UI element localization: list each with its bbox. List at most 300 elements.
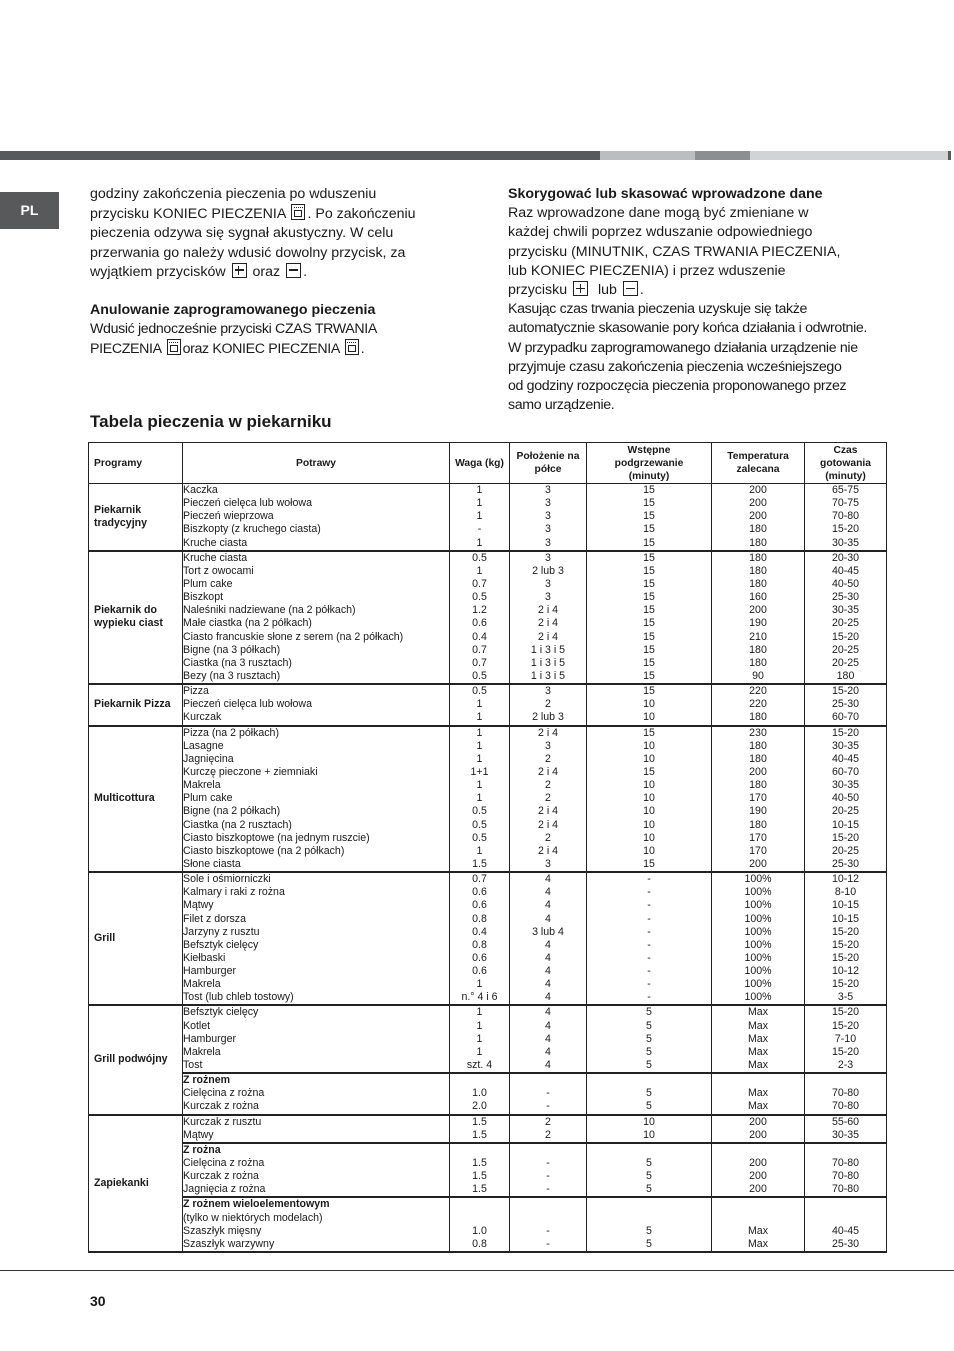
time-value: 15-20 [831,1006,860,1019]
time-value: 30-35 [831,1128,860,1141]
time-value: 180 [836,669,855,682]
temperature-value: 200 [749,857,767,870]
weight-value: 0.6 [472,886,487,899]
shelf-cell [510,726,587,873]
program-name: Piekarnik Pizza [89,684,183,725]
temperature-value: 180 [749,779,767,792]
time-value: 10-12 [831,873,860,886]
dish-value: Bigne (na 2 półkach) [183,805,281,818]
dish-value: Cielęcina z rożna [183,1157,265,1170]
dish-value: Słone ciasta [183,857,241,870]
time-value [805,1198,886,1211]
dish-value: Kiełbaski [183,951,226,964]
weight-value: 1 [476,1032,483,1045]
shelf-value: 2 i 4 [537,818,559,831]
time-value: 70-80 [831,510,860,523]
weight-cell [450,726,510,873]
time-cell [805,1115,887,1143]
dish-value: Tort z owocami [183,564,254,577]
time-value [805,1144,886,1157]
dish-value: Szaszłyk warzywny [183,1237,275,1250]
temperature-value: 220 [749,698,767,711]
time-cell [805,872,887,1005]
dish-value: Kurczak z rożna [183,1170,259,1183]
dish-value: Plum cake [183,577,233,590]
dish-value: Mątwy [183,1128,214,1141]
temperature-value: 180 [749,656,767,669]
preheat-value: 10 [643,1128,655,1141]
shelf-value: 3 [545,857,551,870]
shelf-value: 3 [545,577,551,590]
preheat-value: 5 [646,1224,652,1237]
dish-value: Plum cake [183,792,233,805]
dish-cell [183,1005,450,1073]
shelf-value: 4 [545,1006,551,1019]
program-name: Multicottura [89,726,183,873]
shelf-value: 4 [545,1019,551,1032]
preheat-value: - [647,899,651,912]
temperature-value: 100% [744,978,772,991]
dish-value: Kurczę pieczone + ziemniaki [183,765,318,778]
preheat-cell [587,1197,712,1252]
weight-cell [450,1115,510,1143]
preheat-value: 5 [646,1183,652,1196]
top-color-bar [0,151,954,160]
dish-value: Ciastka (na 3 rusztach) [183,656,292,669]
weight-cell [450,1005,510,1073]
shelf-value: 2 [545,1128,551,1141]
dish-value: Z rożna [183,1143,221,1156]
shelf-cell [510,1115,587,1143]
dish-cell [183,872,450,1005]
preheat-value: 10 [643,818,655,831]
time-value: 20-25 [831,805,860,818]
plus-icon-2 [573,281,588,296]
preheat-value: 10 [643,831,655,844]
preheat-value: 15 [643,765,655,778]
minus-icon-2 [623,281,638,296]
shelf-value: - [546,1170,550,1183]
time-cell [805,1143,887,1198]
preheat-value: 15 [643,523,655,536]
dish-value: Befsztyk cielęcy [183,1006,259,1019]
shelf-value: 3 [545,551,551,564]
temperature-value: 200 [749,484,767,496]
dish-cell [183,1073,450,1114]
weight-cell [450,484,510,551]
weight-value: 0.8 [472,938,487,951]
weight-value: 1.5 [472,857,487,870]
time-value: 15-20 [831,925,860,938]
temperature-value: 180 [749,564,767,577]
time-value: 10-15 [831,912,860,925]
temperature-cell [712,1197,805,1252]
dish-value: Szaszłyk mięsny [183,1224,262,1237]
shelf-value: 4 [545,873,551,886]
weight-value: 1 [476,1045,483,1058]
weight-value: 1.0 [472,1087,487,1100]
preheat-value: 15 [643,630,655,643]
preheat-value: 5 [646,1059,652,1072]
time-value: 2-3 [837,1059,854,1072]
dish-value: Małe ciastka (na 2 półkach) [183,617,312,630]
temperature-value [712,1212,804,1225]
temperature-value: 100% [744,899,772,912]
dish-value: Z rożnem [183,1074,231,1087]
program-name: Piekarnik do wypieku ciast [89,551,183,684]
preheat-value: 5 [646,1087,652,1100]
temperature-value: 230 [749,726,767,739]
weight-cell [450,872,510,1005]
shelf-cell [510,1073,587,1114]
header-temp: Temperatura zalecana [712,443,805,484]
time-value: 30-35 [831,739,860,752]
table-row [89,484,887,551]
dish-value: Naleśniki nadziewane (na 2 półkach) [183,604,356,617]
dish-value: Jagnięcia z rożna [183,1183,266,1196]
time-value: 40-45 [831,1224,860,1237]
preheat-value: 10 [643,792,655,805]
shelf-value: 4 [545,978,551,991]
time-value: 15-20 [831,523,860,536]
shelf-value: 4 [545,1032,551,1045]
temperature-value: 200 [749,1183,767,1196]
time-cell [805,684,887,725]
table-row [89,1197,887,1252]
dish-value: Ciasto biszkoptowe (na jednym ruszcie) [183,831,370,844]
dish-value: Kurczak z rożna [183,1100,259,1113]
weight-value: 1.5 [472,1170,487,1183]
program-name: Piekarnik tradycyjny [89,484,183,551]
shelf-cell [510,484,587,551]
dish-value: Filet z dorsza [183,912,246,925]
dish-value: Mątwy [183,899,214,912]
cancel-heading: Anulowanie zaprogramowanego pieczenia [90,302,376,319]
shelf-value: - [546,1237,550,1250]
preheat-cell [587,1115,712,1143]
temperature-value: Max [747,1059,768,1072]
preheat-value: 15 [643,857,655,870]
shelf-value: 2 lub 3 [532,564,564,577]
dish-value: Jagnięcina [183,752,234,765]
weight-value: 1.5 [472,1183,487,1196]
weight-value: 1.5 [472,1128,487,1141]
preheat-value: 5 [646,1045,652,1058]
dish-value: Pieczeń cielęca lub wołowa [183,698,312,711]
shelf-value: 1 i 3 i 5 [530,669,566,682]
weight-value: 1 [476,711,483,724]
preheat-cell [587,1073,712,1114]
dish-value: Makrela [183,978,221,991]
temperature-value: 170 [749,831,767,844]
weight-value: 1 [476,1019,483,1032]
weight-value: 1+1 [470,765,489,778]
shelf-value: 4 [545,991,551,1004]
dish-value: Pizza (na 2 półkach) [183,726,279,739]
shelf-value: - [546,1087,550,1100]
preheat-value: - [647,873,651,886]
temperature-value: 180 [749,551,767,564]
weight-value: 0.7 [472,643,487,656]
shelf-value: 4 [545,912,551,925]
preheat-value [587,1144,711,1157]
temperature-value: 100% [744,965,772,978]
table-row [89,1073,887,1114]
weight-value: 0.8 [472,1237,487,1250]
preheat-value: 15 [643,551,655,564]
weight-value: 1 [476,564,483,577]
preheat-value: - [647,938,651,951]
temperature-cell [712,1073,805,1114]
shelf-value [510,1212,586,1225]
weight-value: - [477,523,482,536]
header-preheat: Wstępne podgrzewanie (minuty) [587,443,712,484]
temperature-value: 170 [749,844,767,857]
temperature-value: 100% [744,886,772,899]
table-row [89,1143,887,1198]
preheat-value: 15 [643,564,655,577]
shelf-value [510,1198,586,1211]
time-value: 15-20 [831,831,860,844]
dish-value: Ciasto francuskie słone z serem (na 2 półkach) [183,630,404,643]
time-cell [805,1005,887,1073]
weight-value: 1.5 [472,1157,487,1170]
weight-value: 1 [476,726,483,739]
temperature-value [712,1198,804,1211]
correct-heading: Skorygować lub skasować wprowadzone dane [508,186,823,202]
weight-value: 0.8 [472,912,487,925]
temperature-value: 170 [749,792,767,805]
preheat-value: 10 [643,739,655,752]
temperature-cell [712,1005,805,1073]
minus-icon [286,263,301,278]
preheat-value: 15 [643,669,655,682]
time-value: 20-25 [831,617,860,630]
dish-value: Befsztyk cielęcy [183,938,259,951]
dish-value: Kaczka [183,484,218,496]
preheat-value: 5 [646,1100,652,1113]
dish-value: Kotlet [183,1019,211,1032]
preheat-value: 5 [646,1019,652,1032]
preheat-value: 15 [643,484,655,496]
left-column-text [90,185,451,360]
dish-value: Lasagne [183,739,224,752]
time-value: 8-10 [834,886,857,899]
preheat-value: - [647,925,651,938]
time-value: 15-20 [831,938,860,951]
preheat-value: 10 [643,1115,655,1128]
shelf-value: 2 [545,698,551,711]
shelf-value: 1 i 3 i 5 [530,656,566,669]
shelf-value: 2 lub 3 [532,711,564,724]
language-tab: PL [0,192,59,229]
preheat-value: 15 [643,685,655,698]
weight-value: 0.5 [472,818,487,831]
weight-value: 0.6 [472,899,487,912]
preheat-value: - [647,886,651,899]
dish-cell [183,1143,450,1198]
table-row [89,726,887,873]
temperature-cell [712,684,805,725]
weight-value [450,1144,509,1157]
preheat-value: 5 [646,1157,652,1170]
weight-value: 0.5 [472,831,487,844]
shelf-value: 2 i 4 [537,617,559,630]
temperature-value: 200 [749,604,767,617]
temperature-value: 200 [749,1128,767,1141]
footer-divider [0,1270,954,1271]
shelf-value: 3 [545,536,551,549]
time-value: 65-75 [831,484,860,496]
time-value: 15-20 [831,685,860,698]
weight-value: 1 [476,510,483,523]
preheat-value: - [647,965,651,978]
temperature-value: Max [747,1032,768,1045]
preheat-value: 15 [643,604,655,617]
shelf-value: 4 [545,886,551,899]
time-value: 55-60 [831,1115,860,1128]
program-name: Zapiekanki [89,1115,183,1252]
shelf-value: 4 [545,1059,551,1072]
temperature-value: Max [747,1006,768,1019]
shelf-value: 1 i 3 i 5 [530,643,566,656]
shelf-value: 2 [545,1115,551,1128]
page-number: 30 [90,1293,106,1309]
weight-value: 1 [476,484,483,496]
preheat-value: 5 [646,1006,652,1019]
shelf-value: 3 [545,685,551,698]
weight-value [450,1198,509,1211]
shelf-value: - [546,1183,550,1196]
header-dishes: Potrawy [183,443,450,484]
preheat-value: 5 [646,1170,652,1183]
dish-cell [183,1197,450,1252]
weight-value: 0.5 [472,591,487,604]
temperature-value: Max [747,1019,768,1032]
time-value: 30-35 [831,604,860,617]
weight-value: 0.5 [472,685,487,698]
weight-value: 0.5 [472,669,487,682]
time-value: 10-15 [831,818,860,831]
shelf-value: 2 [545,792,551,805]
time-cell [805,1197,887,1252]
preheat-value: 15 [643,726,655,739]
time-value: 20-25 [831,643,860,656]
shelf-value: 2 [545,779,551,792]
time-value [805,1074,886,1087]
shelf-value: - [546,1224,550,1237]
dish-cell [183,684,450,725]
weight-value: 0.5 [472,805,487,818]
weight-value: 1 [476,978,483,991]
dish-value: Cielęcina z rożna [183,1087,265,1100]
dish-value: Kalmary i raki z rożna [183,886,285,899]
weight-value: 1 [476,1006,483,1019]
temperature-value: 200 [749,1115,767,1128]
weight-value: 1 [476,497,483,510]
preheat-cell [587,872,712,1005]
weight-value: 1 [476,844,483,857]
weight-value: szt. 4 [466,1059,493,1072]
dish-value: Jarzyny z rusztu [183,925,260,938]
temperature-cell [712,1115,805,1143]
header-weight: Waga (kg) [450,443,510,484]
weight-value: 1 [476,536,483,549]
temperature-cell [712,484,805,551]
preheat-value: 15 [643,497,655,510]
preheat-value: 10 [643,698,655,711]
time-value: 30-35 [831,779,860,792]
time-value: 20-25 [831,844,860,857]
weight-value: 0.4 [472,630,487,643]
temperature-value: 200 [749,1157,767,1170]
program-name: Grill [89,872,183,1005]
shelf-value: 3 lub 4 [532,925,564,938]
preheat-value: 15 [643,510,655,523]
weight-value: 0.7 [472,577,487,590]
time-value: 40-45 [831,564,860,577]
weight-value: 0.7 [472,656,487,669]
table-header-row [89,443,887,484]
shelf-value: 4 [545,951,551,964]
shelf-value: 2 i 4 [537,630,559,643]
temperature-value: 200 [749,765,767,778]
shelf-cell [510,872,587,1005]
temperature-value: 200 [749,1170,767,1183]
weight-cell [450,684,510,725]
time-value: 70-80 [831,1100,860,1113]
time-value: 25-30 [831,698,860,711]
shelf-cell [510,551,587,684]
header-shelf: Położenie na półce [510,443,587,484]
time-value: 25-30 [831,591,860,604]
temperature-value: 100% [744,912,772,925]
preheat-value: 5 [646,1237,652,1250]
cancel-info-paragraph: Kasując czas trwania pieczenia uzyskuje się także automatycznie skasowanie pory końca działania i odwrotnie. W przypadku zaprogramowanego działania urządzenie nie przyjmuje czasu zakończenia pieczenia wcześniejszego od godziny rozpoczęcia pieczenia proponowanego przez samo urządzenie. [508,301,868,414]
time-value: 40-50 [831,792,860,805]
table-row [89,872,887,1005]
dish-value: (tylko w niektórych modelach) [183,1211,323,1224]
shelf-cell [510,1197,587,1252]
time-value: 15-20 [831,630,860,643]
dish-value: Kruche ciasta [183,536,248,549]
weight-cell [450,1143,510,1198]
shelf-value: 3 [545,739,551,752]
time-value: 70-80 [831,1157,860,1170]
shelf-value: 3 [545,497,551,510]
preheat-cell [587,551,712,684]
preheat-value: 10 [643,711,655,724]
shelf-cell [510,1005,587,1073]
temperature-value: 190 [749,617,767,630]
weight-value: 1.2 [472,604,487,617]
preheat-value: 15 [643,617,655,630]
shelf-value: 3 [545,591,551,604]
shelf-value: 3 [545,510,551,523]
shelf-value: - [546,1157,550,1170]
weight-cell [450,1073,510,1114]
temperature-value: 190 [749,805,767,818]
time-value: 60-70 [831,765,860,778]
correct-paragraph: Raz wprowadzone dane mogą być zmieniane w każdej chwili poprzez wduszanie odpowiedniego przycisku (MINUTNIK, CZAS TRWANIA PIECZENIA, lub KONIEC PIECZENIA) i przez wduszenie przycisku lub . [508,205,841,299]
temperature-value: 100% [744,951,772,964]
dish-cell [183,551,450,684]
time-cell [805,726,887,873]
temperature-value: Max [747,1224,768,1237]
weight-value: 1 [476,779,483,792]
dish-value: Tost [183,1059,203,1072]
dish-value: Makrela [183,1045,221,1058]
